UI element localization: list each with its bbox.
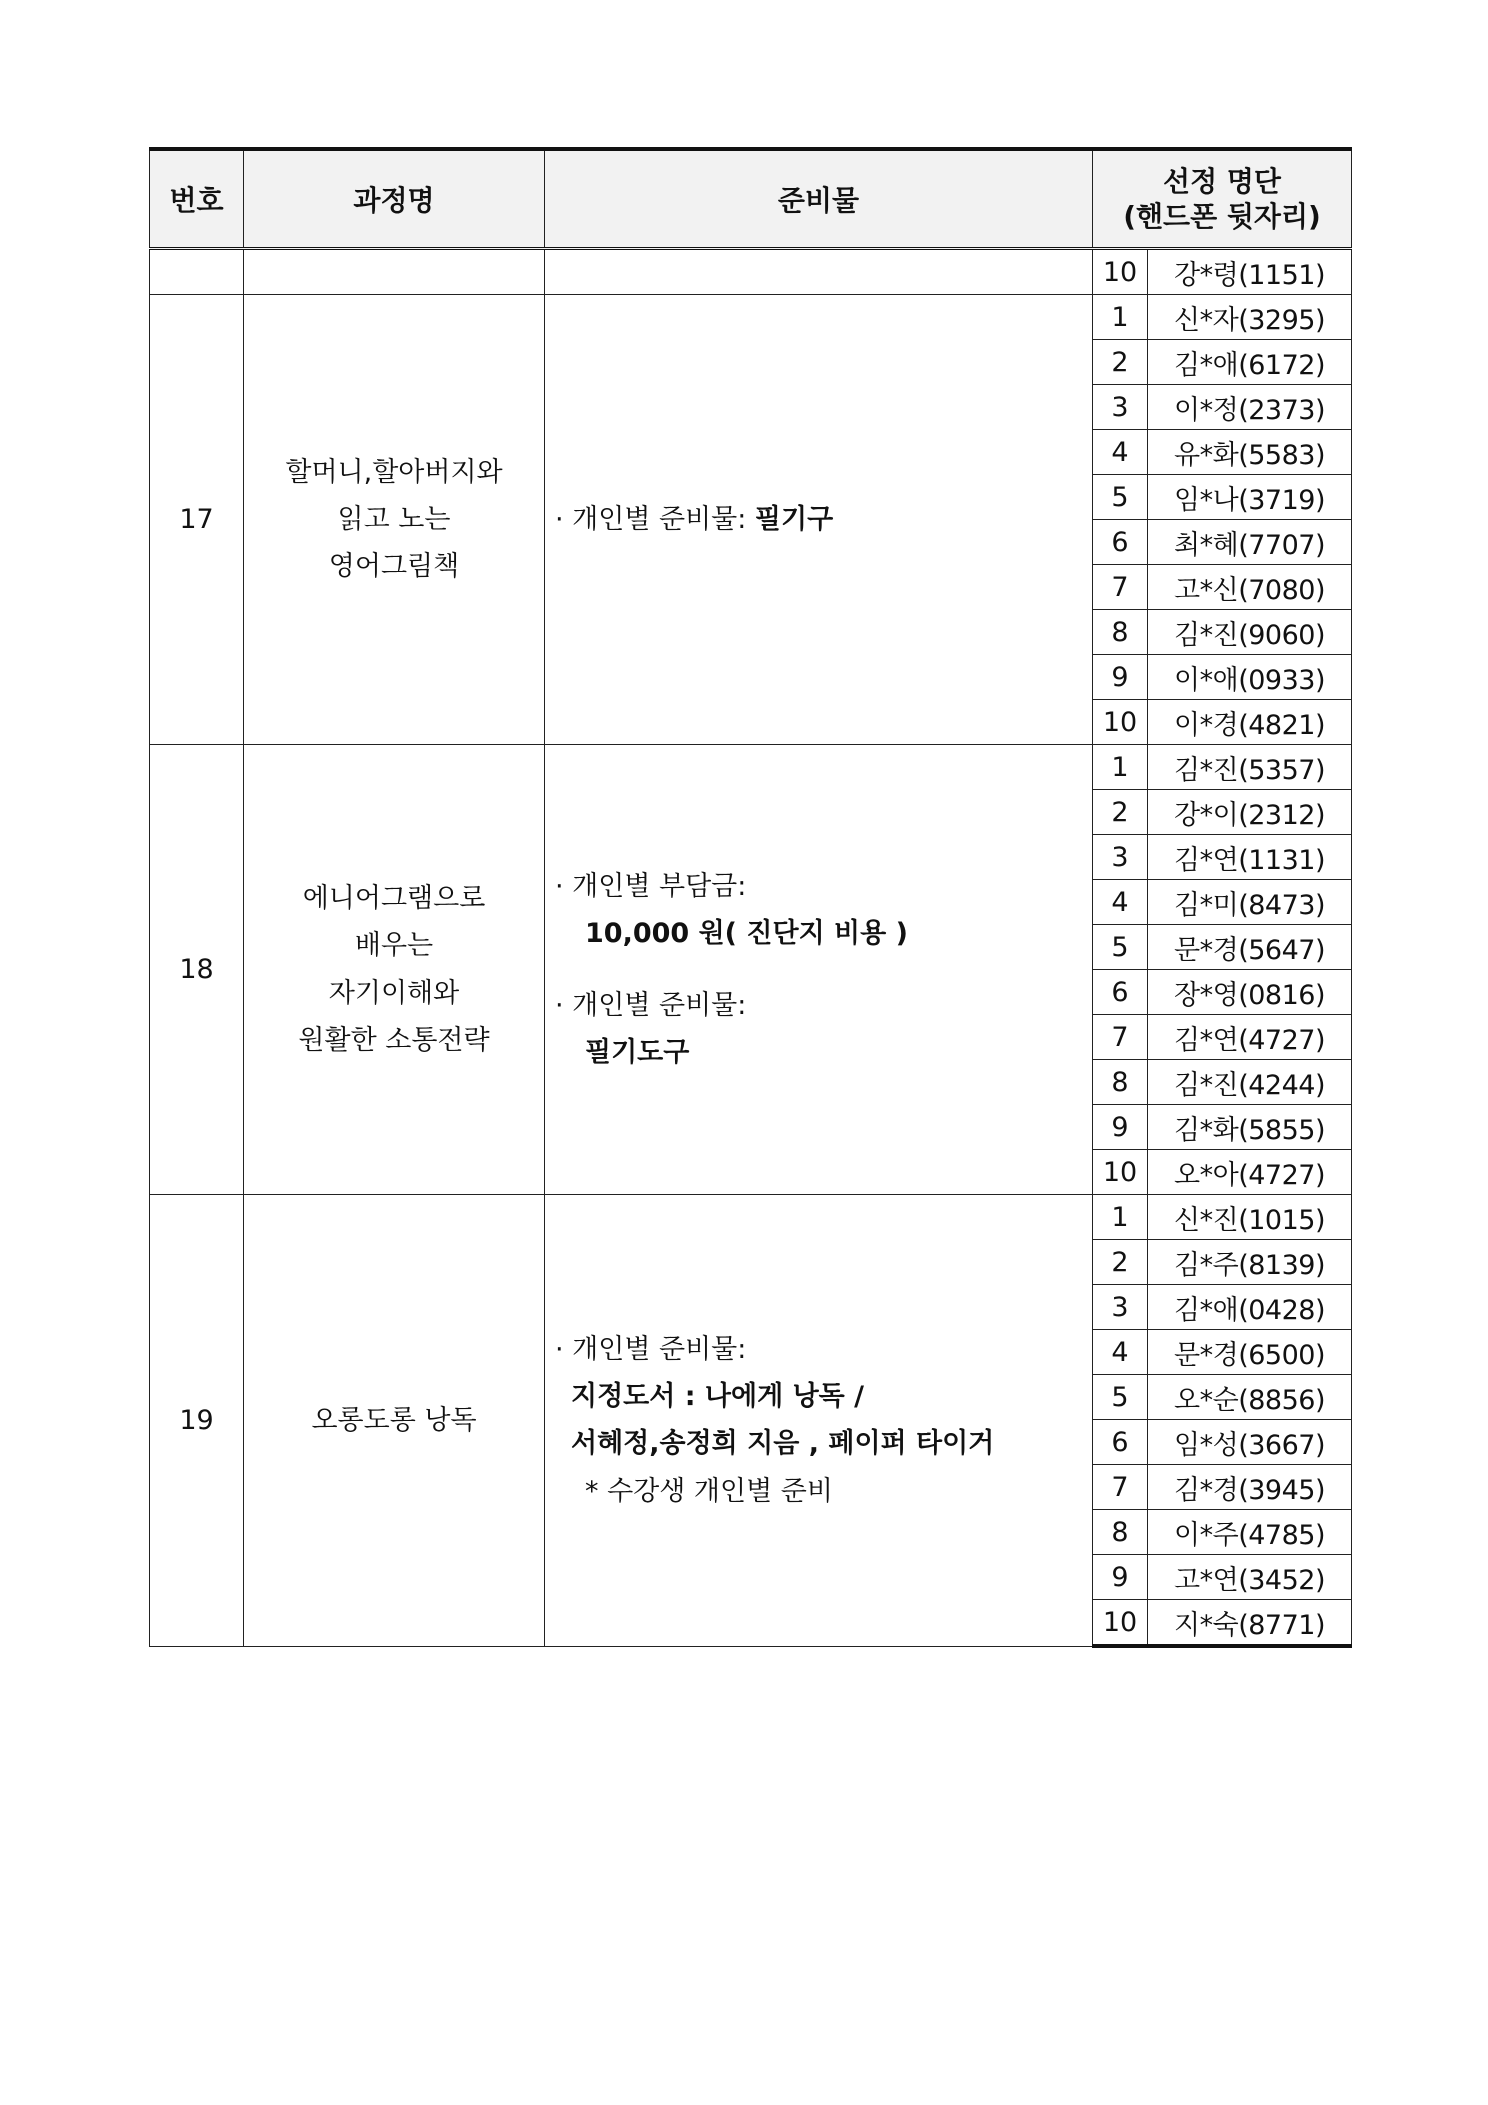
participant-index: 7 xyxy=(1093,1015,1148,1060)
prep-line: · 개인별 부담금: xyxy=(555,871,747,902)
header-selected xyxy=(1093,149,1352,249)
course-name-line: 읽고 노는 xyxy=(337,503,451,535)
carryover-row xyxy=(150,249,1352,295)
course-number: 17 xyxy=(150,295,244,745)
participant-index: 10 xyxy=(1093,1600,1148,1647)
carryover-course-cell xyxy=(244,249,545,295)
participant-name: 유*화(5583) xyxy=(1148,430,1352,475)
table-header-row xyxy=(150,149,1352,249)
course-name-line: 할머니,할아버지와 xyxy=(285,456,503,488)
participant-index: 6 xyxy=(1093,520,1148,565)
participant-name: 신*진(1015) xyxy=(1148,1195,1352,1240)
participant-name: 강*이(2312) xyxy=(1148,790,1352,835)
participant-index: 4 xyxy=(1093,880,1148,925)
header-no: 번호 xyxy=(150,149,244,249)
participant-name: 임*나(3719) xyxy=(1148,475,1352,520)
participant-name: 이*경(4821) xyxy=(1148,700,1352,745)
participant-index: 1 xyxy=(1093,1195,1148,1240)
participant-name: 강*령(1151) xyxy=(1148,249,1352,295)
course-number: 19 xyxy=(150,1195,244,1647)
participant-name: 문*경(6500) xyxy=(1148,1330,1352,1375)
prep-line: · 개인별 준비물: xyxy=(555,989,747,1021)
participant-index: 10 xyxy=(1093,700,1148,745)
participant-index: 8 xyxy=(1093,1060,1148,1105)
prep-line-bold: 지정도서 : 나에게 낭독 / xyxy=(571,1381,864,1412)
prep-line-bold: 필기도구 xyxy=(585,1036,690,1068)
participant-name: 김*주(8139) xyxy=(1148,1240,1352,1285)
participant-index: 9 xyxy=(1093,1555,1148,1600)
course-prep xyxy=(545,295,1093,745)
participant-index: 2 xyxy=(1093,340,1148,385)
participant-index: 5 xyxy=(1093,1375,1148,1420)
header-course: 과정명 xyxy=(244,149,545,249)
course-name-line: 배우는 xyxy=(354,930,434,962)
participant-name: 이*주(4785) xyxy=(1148,1510,1352,1555)
prep-line xyxy=(555,496,1092,543)
participant-index: 2 xyxy=(1093,1240,1148,1285)
participant-name: 김*화(5855) xyxy=(1148,1105,1352,1150)
participant-name: 임*성(3667) xyxy=(1148,1420,1352,1465)
participant-name: 김*경(3945) xyxy=(1148,1465,1352,1510)
participant-name: 이*애(0933) xyxy=(1148,655,1352,700)
participant-index: 8 xyxy=(1093,1510,1148,1555)
course-name xyxy=(244,295,545,745)
participant-name: 김*진(9060) xyxy=(1148,610,1352,655)
course-name-line: 원활한 소통전략 xyxy=(298,1024,490,1056)
participant-name: 김*연(4727) xyxy=(1148,1015,1352,1060)
header-selected-line1: 선정 명단 xyxy=(1163,165,1281,198)
header-selected-line2: (핸드폰 뒷자리) xyxy=(1123,200,1321,233)
course-name-line: 영어그림책 xyxy=(328,551,460,583)
participant-index: 6 xyxy=(1093,970,1148,1015)
participant-index: 3 xyxy=(1093,385,1148,430)
prep-line: * 수강생 개인별 준비 xyxy=(585,1475,833,1507)
course-number: 18 xyxy=(150,745,244,1195)
participant-name: 김*애(6172) xyxy=(1148,340,1352,385)
prep-gap xyxy=(555,958,1092,982)
participant-index: 5 xyxy=(1093,925,1148,970)
participant-index: 4 xyxy=(1093,1330,1148,1375)
table-row xyxy=(150,295,1352,340)
participant-index: 9 xyxy=(1093,1105,1148,1150)
participant-name: 문*경(5647) xyxy=(1148,925,1352,970)
carryover-prep-cell xyxy=(545,249,1093,295)
participant-name: 지*숙(8771) xyxy=(1148,1600,1352,1647)
table-row xyxy=(150,1195,1352,1240)
participant-name: 장*영(0816) xyxy=(1148,970,1352,1015)
participant-name: 고*신(7080) xyxy=(1148,565,1352,610)
participant-name: 이*정(2373) xyxy=(1148,385,1352,430)
prep-bold: 필기구 xyxy=(754,503,834,535)
participant-name: 김*진(5357) xyxy=(1148,745,1352,790)
participant-name: 신*자(3295) xyxy=(1148,295,1352,340)
prep-prefix: · 개인별 준비물: xyxy=(555,503,755,535)
participant-index: 3 xyxy=(1093,1285,1148,1330)
participant-index: 9 xyxy=(1093,655,1148,700)
participant-index: 5 xyxy=(1093,475,1148,520)
participant-index: 7 xyxy=(1093,565,1148,610)
participant-name: 김*애(0428) xyxy=(1148,1285,1352,1330)
participant-index: 10 xyxy=(1093,1150,1148,1195)
course-name-line: 자기이해와 xyxy=(328,977,460,1009)
selection-table xyxy=(149,147,1352,1648)
course-name-line: 오롱도롱 낭독 xyxy=(311,1404,477,1436)
prep-line: · 개인별 준비물: xyxy=(555,1333,747,1365)
course-name xyxy=(244,745,545,1195)
participant-name: 오*아(4727) xyxy=(1148,1150,1352,1195)
participant-index: 4 xyxy=(1093,430,1148,475)
participant-index: 6 xyxy=(1093,1420,1148,1465)
participant-name: 최*혜(7707) xyxy=(1148,520,1352,565)
header-prep: 준비물 xyxy=(545,149,1093,249)
course-name-line: 에니어그램으로 xyxy=(302,883,486,914)
participant-index: 8 xyxy=(1093,610,1148,655)
participant-index: 1 xyxy=(1093,295,1148,340)
course-name xyxy=(244,1195,545,1647)
table-row xyxy=(150,745,1352,790)
participant-name: 고*연(3452) xyxy=(1148,1555,1352,1600)
prep-line-bold: 서혜정,송정희 지음 , 페이퍼 타이거 xyxy=(571,1428,995,1460)
participant-name: 오*순(8856) xyxy=(1148,1375,1352,1420)
participant-index: 10 xyxy=(1093,249,1148,295)
participant-name: 김*진(4244) xyxy=(1148,1060,1352,1105)
participant-name: 김*연(1131) xyxy=(1148,835,1352,880)
participant-index: 2 xyxy=(1093,790,1148,835)
participant-index: 3 xyxy=(1093,835,1148,880)
carryover-no-cell xyxy=(150,249,244,295)
participant-index: 1 xyxy=(1093,745,1148,790)
course-prep xyxy=(545,745,1093,1195)
course-prep xyxy=(545,1195,1093,1647)
prep-line-bold: 10,000 원( 진단지 비용 ) xyxy=(585,918,908,950)
participant-index: 7 xyxy=(1093,1465,1148,1510)
participant-name: 김*미(8473) xyxy=(1148,880,1352,925)
